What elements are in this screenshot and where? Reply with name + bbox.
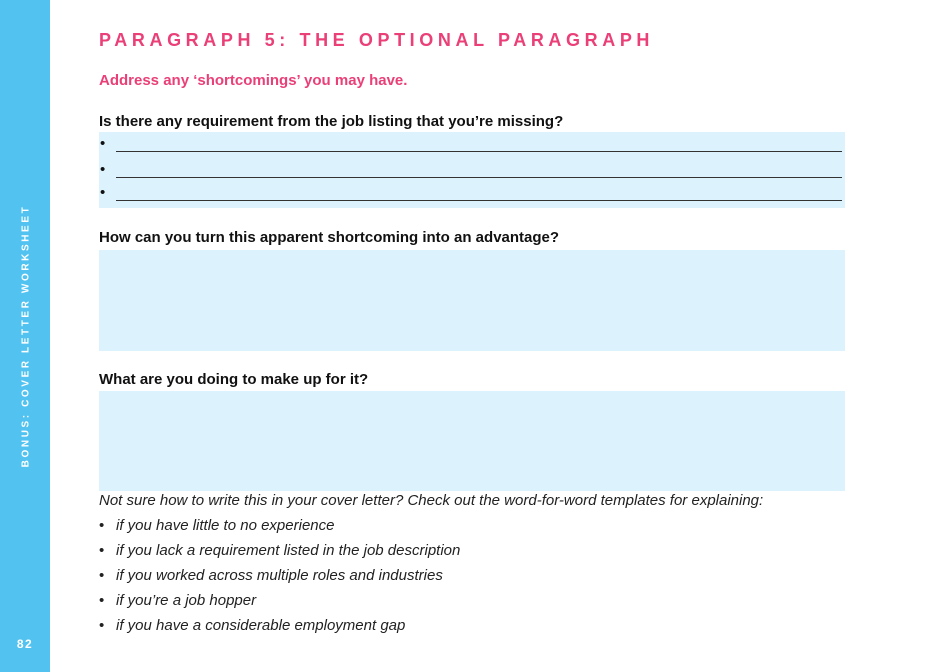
templates-list xyxy=(99,516,460,641)
bullet-icon: • xyxy=(100,135,106,152)
question-missing-requirement: Is there any requirement from the job listing that you’re missing? xyxy=(99,113,564,130)
bullet-icon: • xyxy=(99,567,105,584)
list-item[interactable] xyxy=(99,566,460,591)
page-subtitle: Address any ‘shortcomings’ you may have. xyxy=(99,72,408,89)
bullet-icon: • xyxy=(99,617,105,634)
template-label: if you worked across multiple roles and industries xyxy=(116,567,443,584)
write-line xyxy=(116,151,842,152)
template-label: if you have a considerable employment gap xyxy=(116,617,406,634)
bullet-icon: • xyxy=(100,184,106,201)
list-item[interactable] xyxy=(99,541,460,566)
list-item[interactable] xyxy=(99,516,460,541)
question-make-up-for-it: What are you doing to make up for it? xyxy=(99,371,369,388)
advantage-answer-field[interactable] xyxy=(99,250,845,351)
answer-line-2[interactable] xyxy=(99,158,845,180)
missing-requirements-field[interactable] xyxy=(99,132,845,208)
make-up-answer-field[interactable] xyxy=(99,391,845,491)
template-label: if you have little to no experience xyxy=(116,517,335,534)
write-line xyxy=(116,200,842,201)
bullet-icon: • xyxy=(100,161,106,178)
template-label: if you’re a job hopper xyxy=(116,592,257,609)
templates-note: Not sure how to write this in your cover letter? Check out the word-for-word templates for explaining: xyxy=(99,492,764,509)
write-line xyxy=(116,177,842,178)
template-label: if you lack a requirement listed in the job description xyxy=(116,542,461,559)
page-number: 82 xyxy=(16,637,34,651)
sidebar-title: BONUS: COVER LETTER WORKSHEET xyxy=(20,204,32,468)
list-item[interactable] xyxy=(99,591,460,616)
bullet-icon: • xyxy=(99,517,105,534)
answer-line-1[interactable] xyxy=(99,132,845,154)
bullet-icon: • xyxy=(99,542,105,559)
sidebar xyxy=(0,0,50,672)
bullet-icon: • xyxy=(99,592,105,609)
list-item[interactable] xyxy=(99,616,460,641)
page-title: PARAGRAPH 5: THE OPTIONAL PARAGRAPH xyxy=(99,30,655,50)
question-turn-into-advantage: How can you turn this apparent shortcoming into an advantage? xyxy=(99,229,560,246)
answer-line-3[interactable] xyxy=(99,181,845,203)
